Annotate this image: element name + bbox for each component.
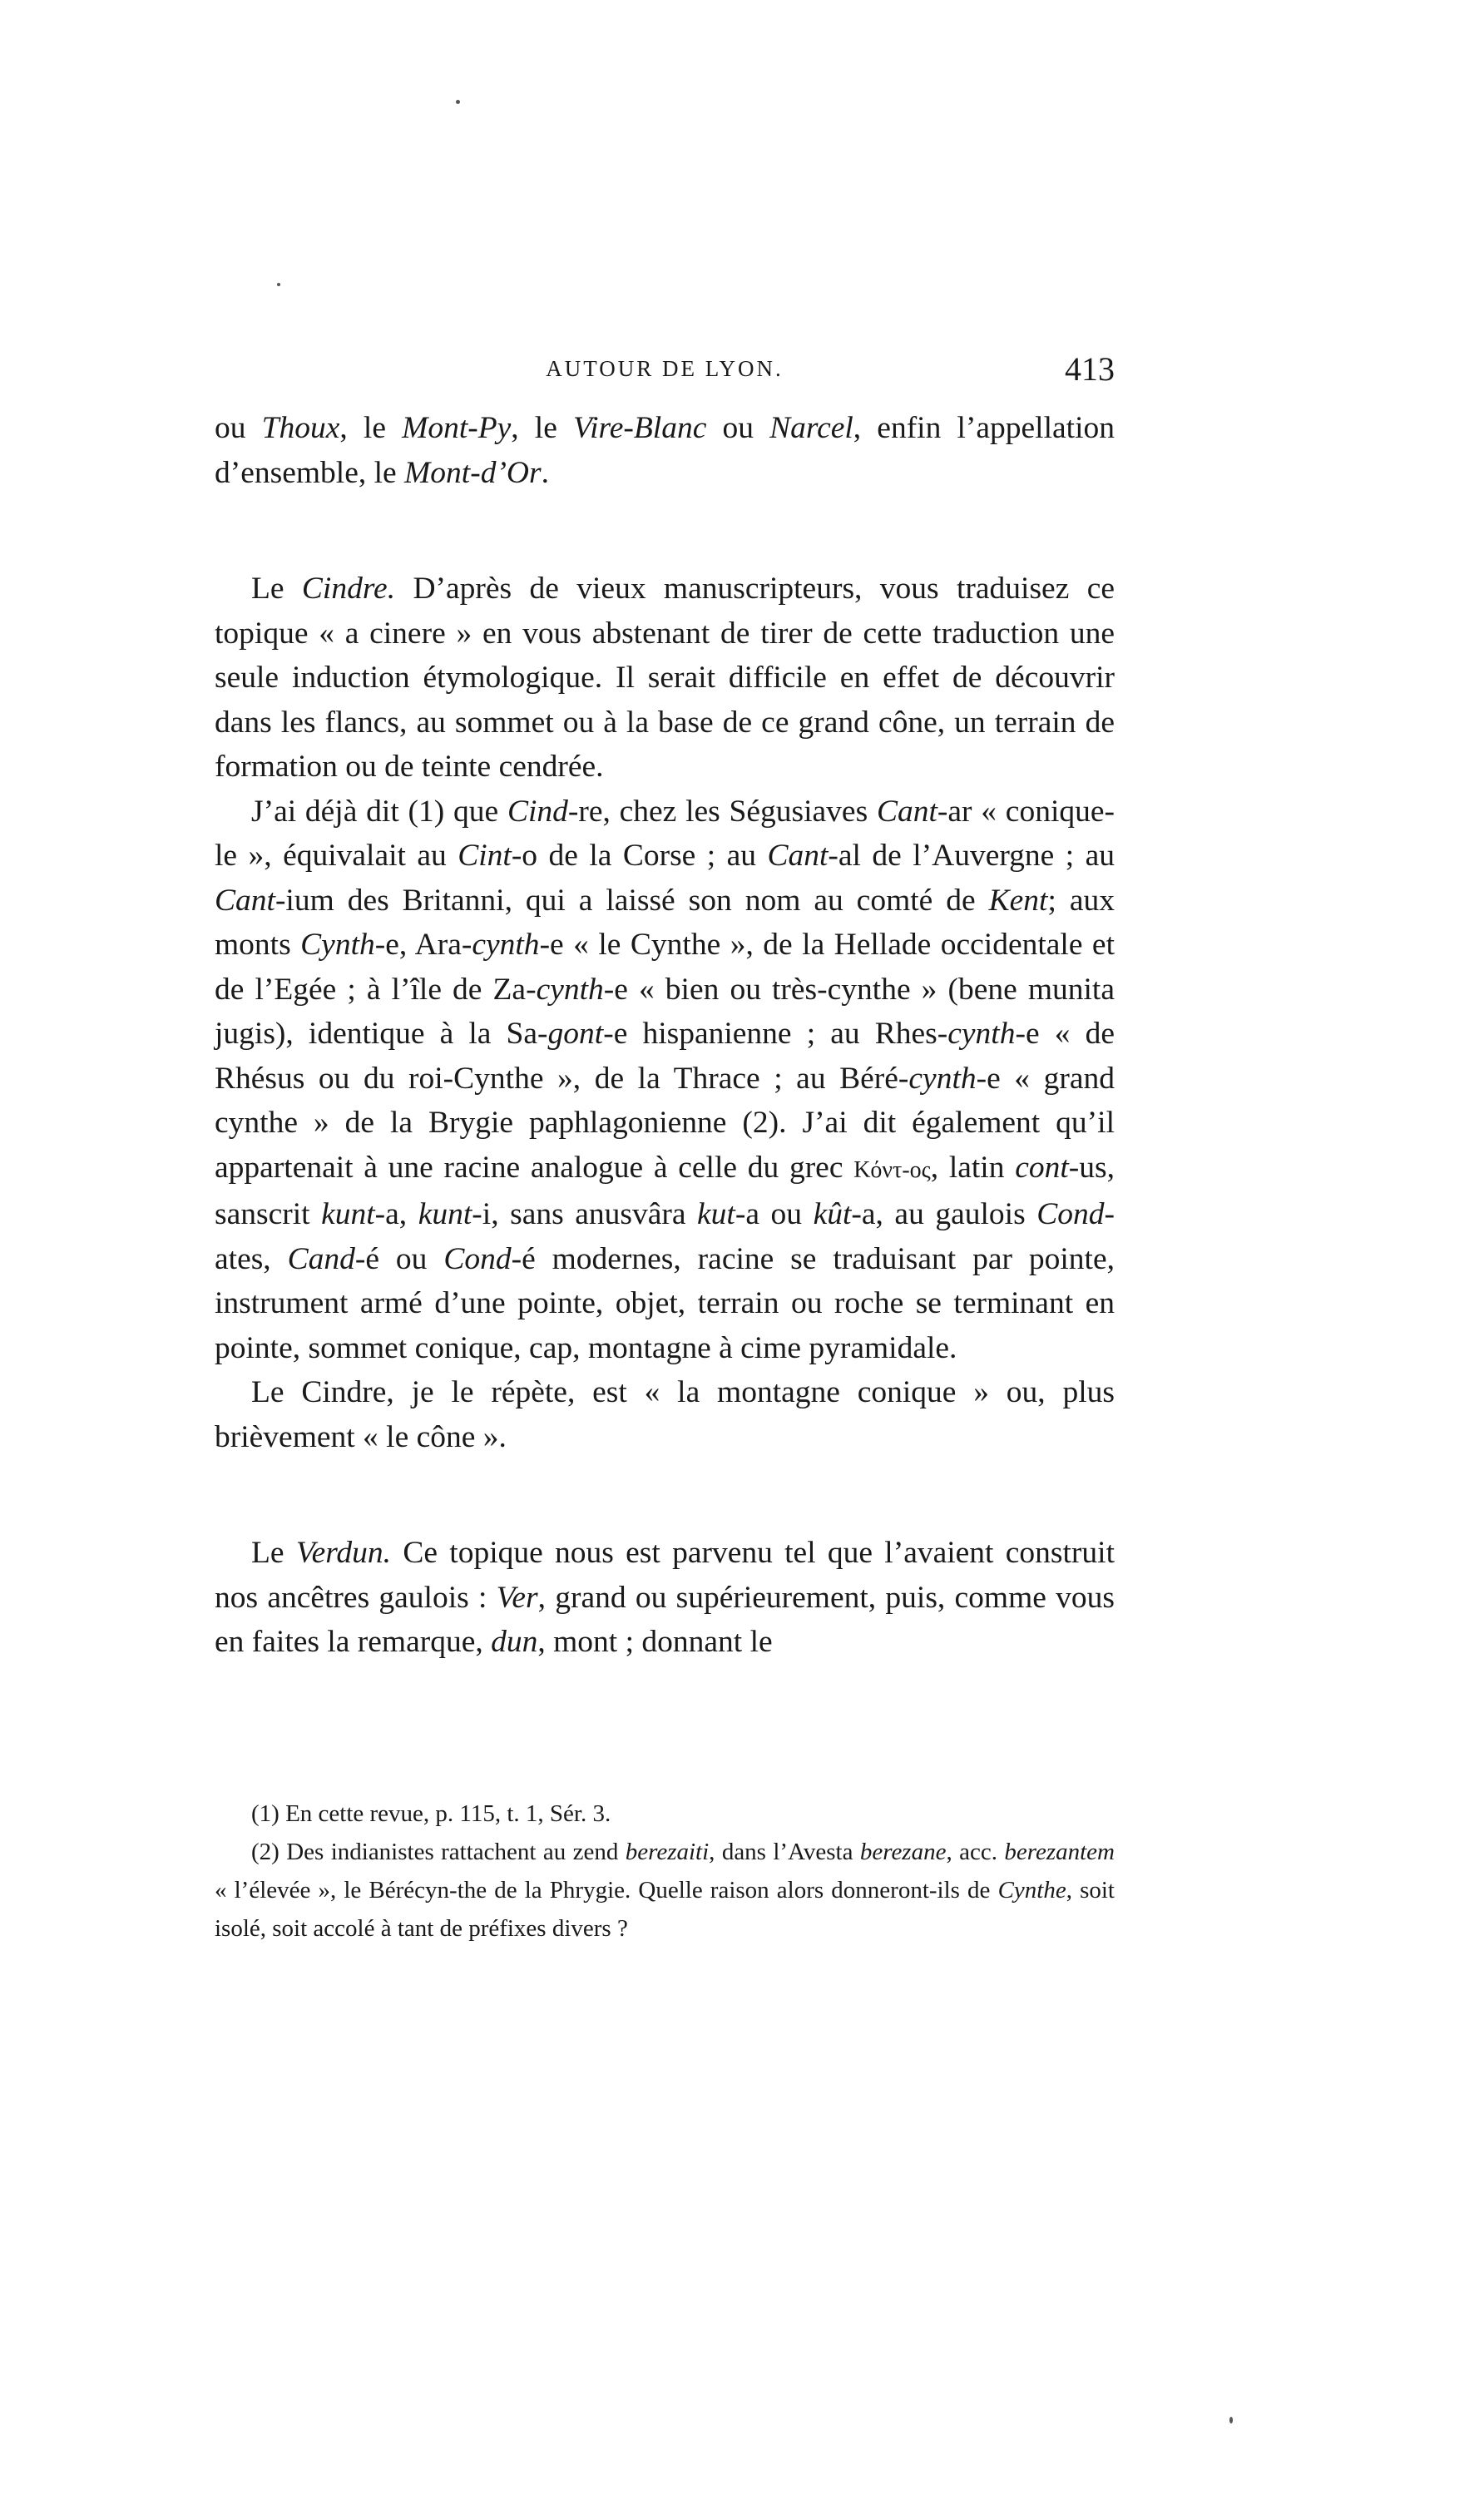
text-run: . [541, 455, 549, 490]
text-run: « l’élevée », le Bérécyn-the de la Phrygie. Quelle raison alors donneront-ils de [215, 1877, 998, 1904]
text-run: -i, sans anusvâra [472, 1197, 698, 1231]
footnote-1: (1) En cette revue, p. 115, t. 1, Sér. 3. [251, 1800, 611, 1827]
text-run: (2) Des indianistes rattachent au zend [251, 1839, 626, 1865]
text-run: -a ou [735, 1197, 814, 1231]
footnote-2 [215, 1833, 1115, 1948]
root-term: Cand [287, 1241, 355, 1276]
section-gap [215, 495, 1115, 567]
text-run: , dans l’Avesta [709, 1839, 860, 1865]
place-name: Thoux [261, 411, 340, 445]
root-term: kunt [321, 1197, 375, 1231]
text-run: , acc. [946, 1839, 1005, 1865]
root-term: Cond [1036, 1197, 1105, 1231]
text-run: D’après de vieux manuscripteurs, vous traduisez ce topique « a cinere » en vous abstenant de tirer de cette traduction une seule induction étymologique. Il serait difficile en effet de découvrir dans les flancs, au sommet ou à la base de ce grand cône, un terrain de formation ou de teinte cendrée. [215, 572, 1115, 784]
root-term: cynth [536, 972, 604, 1007]
root-term: kût [813, 1197, 852, 1231]
text-run: -ium des Britanni, qui a laissé son nom au comté de [275, 883, 989, 918]
root-term: Cind [507, 794, 568, 829]
text-run: -e, Ara- [374, 928, 472, 962]
text-run: , soit isolé, soit accolé à tant de préfixes divers ? [215, 1877, 1115, 1942]
root-term: kunt [418, 1197, 472, 1231]
text-run: -ates, [215, 1197, 1115, 1276]
root-term: kut [697, 1197, 735, 1231]
place-name: Mont-Py [402, 411, 512, 445]
section-gap [215, 1459, 1115, 1531]
place-name: Mont-d’Or [404, 455, 542, 490]
text-run: -re, chez les Ségusiaves [567, 794, 877, 829]
text-run: -al de l’Auvergne ; au [828, 839, 1115, 873]
root-term: Cond [443, 1241, 512, 1276]
root-term: cynth [947, 1017, 1016, 1051]
root-term: Cant [215, 883, 275, 918]
ink-speck [1229, 2417, 1233, 2423]
term: berezaiti [625, 1839, 710, 1865]
root-term: Kent [988, 883, 1048, 918]
text-run: ; aux monts [215, 883, 1115, 962]
term: Cynthe [997, 1877, 1066, 1904]
paragraph-conclusion: Le Cindre, je le répète, est « la montagne conique » ou, plus brièvement « le cône ». [215, 1375, 1115, 1454]
root-term: gont [547, 1017, 604, 1051]
text-run: , le [511, 411, 573, 445]
text-run: , grand ou supérieurement, puis, comme vous en faites la remarque, [215, 1580, 1115, 1659]
section-heading-cindre: Cindre. [301, 572, 396, 606]
text-run: , le [339, 411, 403, 445]
root-term: Cynth [300, 928, 375, 962]
page-header [215, 349, 1115, 399]
greek-term: Κόντ-ος [853, 1156, 931, 1183]
root-term: cynth [908, 1061, 977, 1096]
root-term: Cint [458, 839, 512, 873]
root-term: dun [491, 1625, 538, 1659]
main-text [215, 406, 1115, 1665]
term: berezantem [1004, 1839, 1115, 1865]
text-run: -e « grand cynthe » de la Brygie paphlagonienne (2). J’ai dit également qu’il appartenait à une racine analogue à celle du grec [215, 1061, 1115, 1185]
text-run: J’ai déjà dit (1) que [251, 794, 507, 829]
paragraph-mont-dor [215, 406, 1115, 495]
text-run: ou [215, 411, 262, 445]
section-heading-verdun: Verdun. [295, 1536, 392, 1570]
text-run: -é ou [354, 1241, 444, 1276]
text-run: , latin [930, 1150, 1016, 1185]
root-term: Cant [876, 794, 937, 829]
text-run: -é modernes, racine se traduisant par pointe, instrument armé d’une pointe, objet, terrain ou roche se terminant en pointe, sommet conique, cap, montagne à cime pyramidale. [215, 1241, 1115, 1365]
place-name: Narcel [769, 411, 853, 445]
text-run: Le [251, 1536, 296, 1570]
footnotes [215, 1795, 1115, 1948]
text-run: Le [251, 572, 302, 606]
place-name: Vire-Blanc [573, 411, 707, 445]
text-run: -o de la Corse ; au [511, 839, 768, 873]
ink-speck [456, 100, 460, 104]
text-run: -e hispanienne ; au Rhes- [603, 1017, 948, 1051]
root-term: Ver [496, 1580, 538, 1615]
term: berezane [859, 1839, 947, 1865]
text-run: -a, au gaulois [851, 1197, 1037, 1231]
page-number: 413 [1065, 350, 1115, 388]
text-run: Ce topique nous est parvenu tel que l’avaient construit nos ancêtres gaulois : [215, 1536, 1115, 1615]
text-run: -e « le Cynthe », de la Hellade occidentale et de l’Egée ; à l’île de Za- [215, 928, 1115, 1007]
root-term: Cant [767, 839, 829, 873]
text-run: -a, [374, 1197, 418, 1231]
paragraph-verdun [215, 1531, 1115, 1665]
text-run: -e « de Rhésus ou du roi-Cynthe », de la Thrace ; au Béré- [215, 1017, 1115, 1096]
paragraph-etymology [215, 790, 1115, 1371]
root-term: cynth [472, 928, 540, 962]
text-run: -ar « conique-le », équivalait au [215, 794, 1115, 873]
text-run: ou [706, 411, 770, 445]
text-run: -e « bien ou très-cynthe » (bene munita jugis), identique à la Sa- [215, 972, 1115, 1051]
text-run: , enfin l’appellation d’ensemble, le [215, 411, 1115, 490]
running-title: AUTOUR DE LYON. [546, 356, 784, 381]
text-run: , mont ; donnant le [537, 1625, 773, 1659]
root-term: cont [1015, 1150, 1069, 1185]
text-run: -us, sanscrit [215, 1150, 1115, 1231]
ink-speck [277, 283, 280, 286]
paragraph-cindre [215, 567, 1115, 790]
